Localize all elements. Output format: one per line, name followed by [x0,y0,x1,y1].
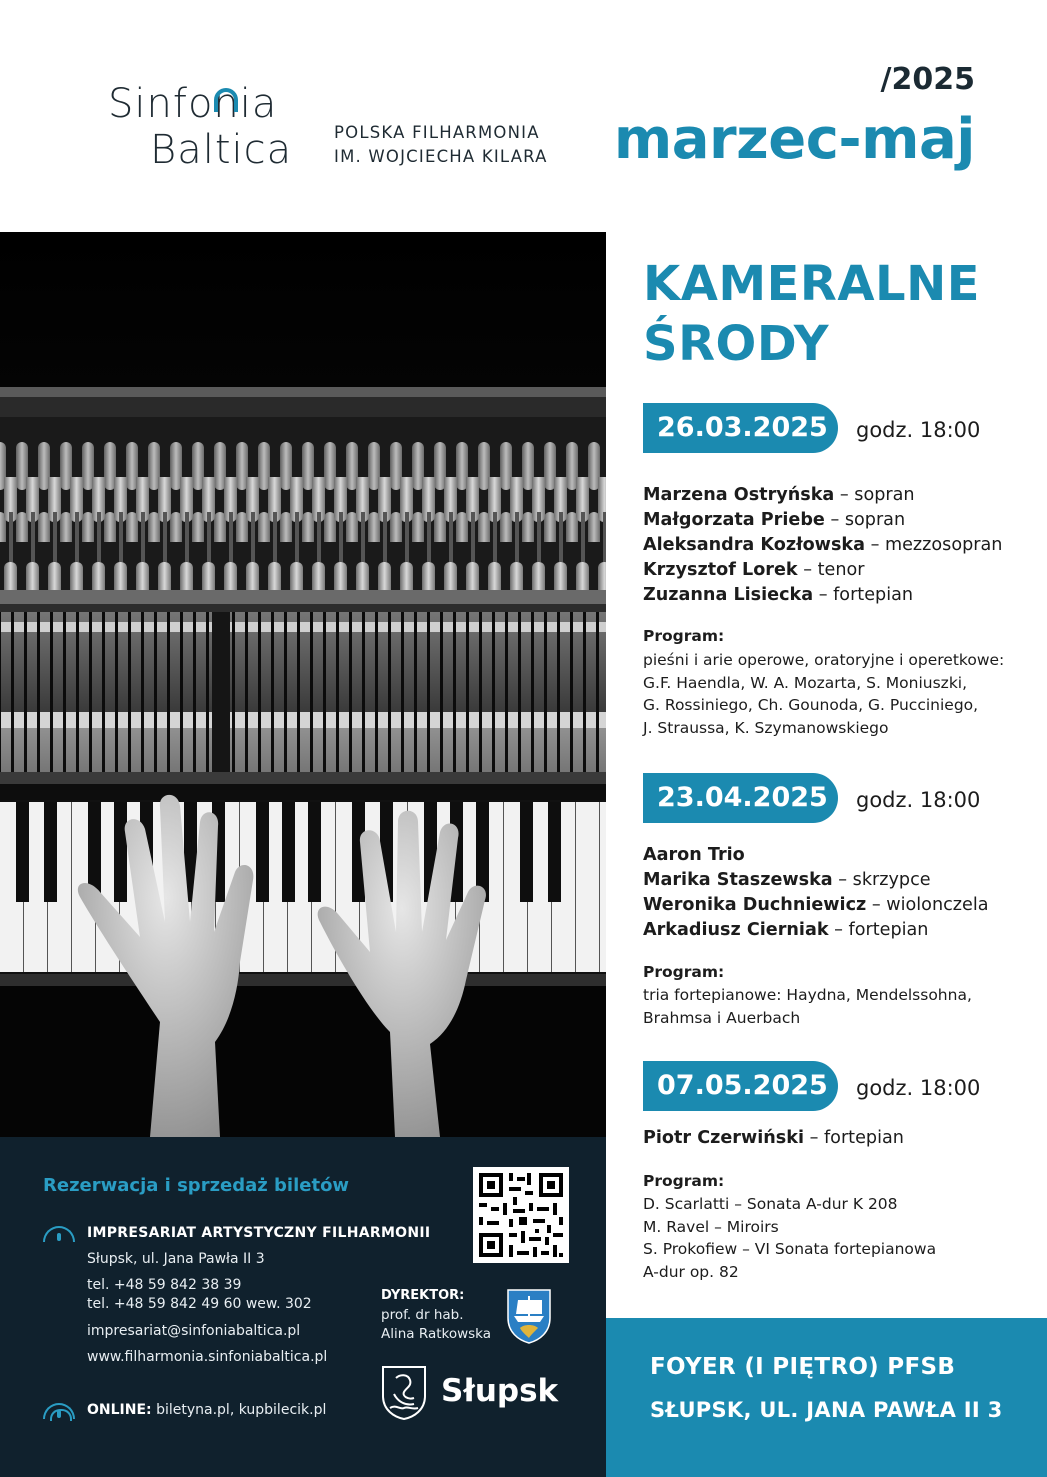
concert-2-program [643,984,972,1029]
piano-photo [0,232,606,1137]
concert-3-program [643,1193,936,1283]
tickets-panel [0,1137,606,1477]
city-name: Słupsk [441,1373,559,1409]
venue-box [606,1318,1047,1477]
tickets-phone-2[interactable]: tel. +48 59 842 49 60 wew. 302 [87,1296,312,1312]
performer: Aleksandra Kozłowska – mezzosopran [643,535,1003,555]
program-line: tria fortepianowe: Haydna, Mendelssohna, [643,986,972,1004]
concert-1-date: 26.03.2025 [643,403,838,453]
online-sites-link[interactable]: biletyna.pl, kupbilecik.pl [151,1402,327,1418]
online-sales [87,1402,326,1418]
venue-line1: FOYER (I PIĘTRO) PFSB [650,1354,956,1380]
logo-subtitle [334,121,548,169]
slupsk-logo-icon [380,1364,428,1420]
concert-3-performers [643,1126,904,1151]
venue-line2: SŁUPSK, UL. JANA PAWŁA II 3 [650,1398,1003,1422]
concert-3-date: 07.05.2025 [643,1061,838,1111]
director-title: prof. dr hab. [381,1307,464,1323]
program-line: A-dur op. 82 [643,1262,739,1281]
online-wifi-icon [43,1403,75,1419]
logo-subtitle-line2: IM. WOJCIECHA KILARA [334,147,548,166]
director-name: Alina Ratkowska [381,1326,492,1342]
city-coat-of-arms-icon [506,1288,552,1344]
concert-3-time: godz. 18:00 [856,1076,981,1100]
performer: Arkadiusz Cierniak – fortepian [643,920,929,940]
performer: Marzena Ostryńska – sopran [643,485,915,505]
logo-line2: Baltica [150,127,293,173]
performer: Marika Staszewska – skrzypce [643,870,931,890]
tickets-website-link[interactable]: www.filharmonia.sinfoniabaltica.pl [87,1349,328,1365]
tickets-phone-1[interactable]: tel. +48 59 842 38 39 [87,1277,242,1293]
concert-1-program-label: Program: [643,627,725,645]
impresariat-title: IMPRESARIAT ARTYSTYCZNY FILHARMONII [87,1225,431,1241]
program-line: pieśni i arie operowe, oratoryjne i operetkowe: [643,651,1005,669]
concert-1-performers [643,483,1002,608]
sinfonia-arc-icon [43,1226,75,1242]
logo-subtitle-line1: POLSKA FILHARMONIA [334,123,540,142]
performer: Aaron Trio [643,845,745,865]
series-title-line2: ŚRODY [643,316,829,372]
director-label: DYREKTOR: [381,1288,465,1303]
tickets-email-link[interactable]: impresariat@sinfoniabaltica.pl [87,1323,301,1339]
performer: Weronika Duchniewicz – wiolonczela [643,895,989,915]
concert-2-time: godz. 18:00 [856,788,981,812]
program-line: Brahmsa i Auerbach [643,1008,801,1027]
concert-2-program-label: Program: [643,963,725,981]
performer: Krzysztof Lorek – tenor [643,560,865,580]
program-line: M. Ravel – Miroirs [643,1217,779,1236]
program-line: D. Scarlatti – Sonata A-dur K 208 [643,1195,898,1213]
tickets-title: Rezerwacja i sprzedaż biletów [43,1175,350,1196]
tickets-address: Słupsk, ul. Jana Pawła II 3 [87,1251,265,1267]
online-label: ONLINE: [87,1402,152,1418]
concert-2-performers [643,843,989,943]
program-line: G.F. Haendla, W. A. Mozarta, S. Moniuszki, [643,673,968,692]
concert-1-program [643,649,1004,739]
logo-line1: Sinfonia [108,81,278,127]
concert-1-time: godz. 18:00 [856,418,981,442]
program-line: S. Prokofiew – VI Sonata fortepianowa [643,1240,937,1258]
logo-arc-icon [214,88,238,112]
season-year: /2025 [880,62,975,97]
qr-code-icon[interactable] [473,1167,569,1263]
performer: Piotr Czerwiński – fortepian [643,1128,904,1148]
concert-2-date: 23.04.2025 [643,773,838,823]
program-line: J. Straussa, K. Szymanowskiego [643,718,889,737]
season-title: marzec-maj [613,107,975,172]
performer: Małgorzata Priebe – sopran [643,510,906,530]
series-title [643,254,980,374]
series-title-line1: KAMERALNE [643,256,981,312]
program-line: G. Rossiniego, Ch. Gounoda, G. Pucciniego, [643,696,979,714]
performer: Zuzanna Lisiecka – fortepian [643,585,914,605]
concert-3-program-label: Program: [643,1172,725,1190]
